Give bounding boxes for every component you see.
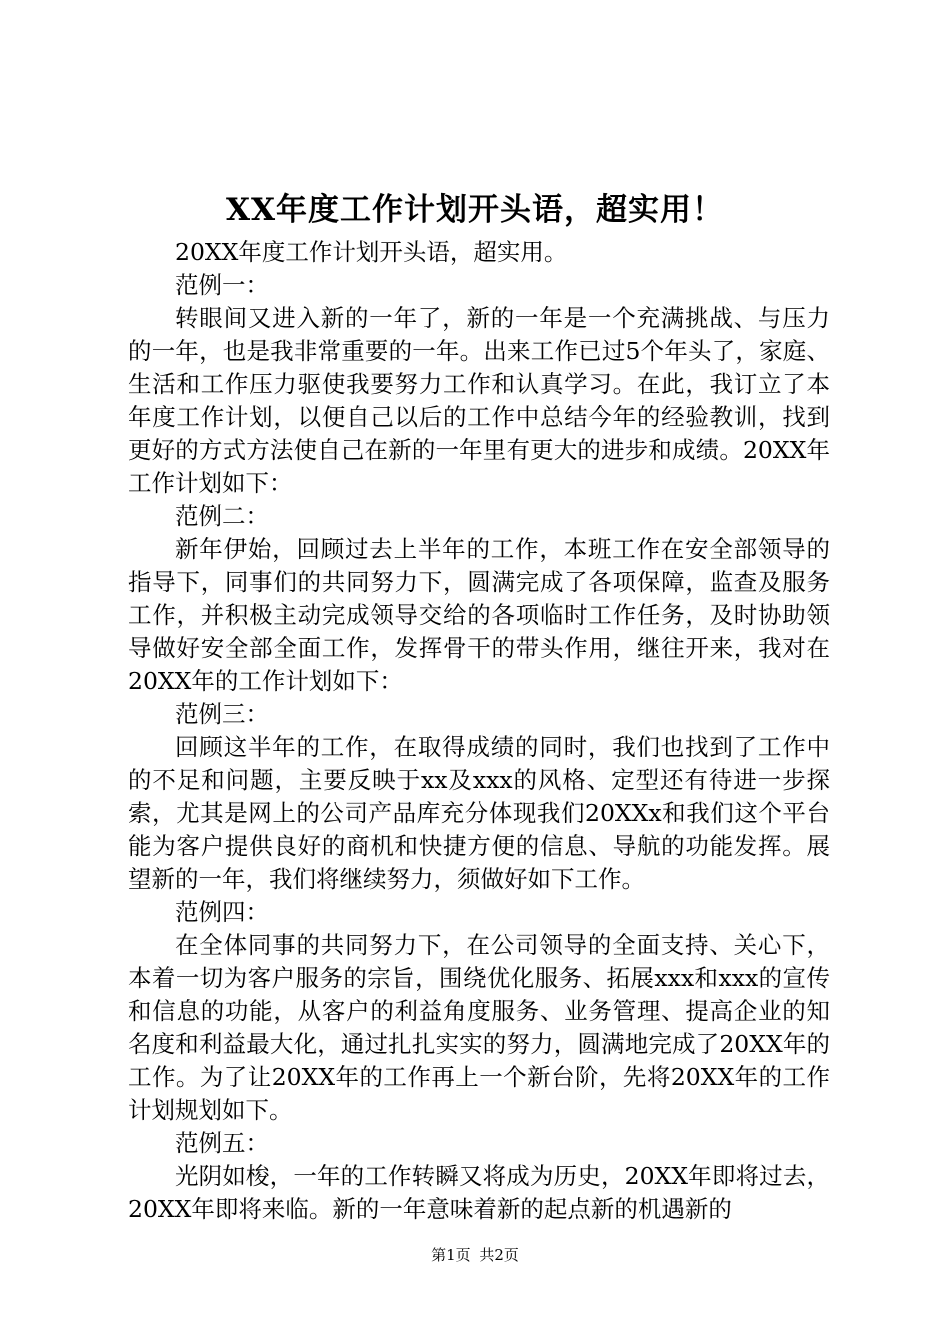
paragraph-example-4-heading: 范例四： <box>175 898 269 926</box>
paragraph-example-3-heading: 范例三： <box>175 700 269 728</box>
paragraph-example-4: 在全体同事的共同努力下，在公司领导的全面支持、关心下，本着一切为客户服务的宗旨，围绕优化服务、拓展xxx和xxx的宣传和信息的功能，从客户的利益角度服务、业务管理、提高企业的知名度和利益最大化，通过扎扎实实的努力，圆满地完成了20XX年的工作。为了让20XX年的工作再上一个新台阶，先将20XX年的工作计划规划如下。 <box>128 931 830 1124</box>
paragraph-example-3: 回顾这半年的工作，在取得成绩的同时，我们也找到了工作中的不足和问题，主要反映于xx及xxx的风格、定型还有待进一步探索，尤其是网上的公司产品库充分体现我们20XXx和我们这个平台能为客户提供良好的商机和快捷方便的信息、导航的功能发挥。展望新的一年，我们将继续努力，须做好如下工作。 <box>128 733 830 893</box>
page-total: 共2页 <box>479 1246 519 1264</box>
paragraph-example-2-heading: 范例二： <box>175 502 269 530</box>
paragraph-example-1: 转眼间又进入新的一年了，新的一年是一个充满挑战、与压力的一年，也是我非常重要的一年。出来工作已过5个年头了，家庭、生活和工作压力驱使我要努力工作和认真学习。在此，我订立了本年度工作计划，以便自己以后的工作中总结今年的经验教训，找到更好的方式方法使自己在新的一年里有更大的进步和成绩。20XX年工作计划如下： <box>128 304 830 497</box>
document-body <box>128 236 830 1226</box>
page-number: 第1页 <box>431 1246 471 1264</box>
paragraph-example-5-heading: 范例五： <box>175 1129 269 1157</box>
document-title: XX年度工作计划开头语，超实用！ <box>225 192 725 228</box>
paragraph-example-1-heading: 范例一： <box>175 271 269 299</box>
paragraph-intro: 20XX年度工作计划开头语，超实用。 <box>175 238 568 266</box>
page-footer <box>0 1244 950 1265</box>
paragraph-example-5: 光阴如梭，一年的工作转瞬又将成为历史，20XX年即将过去，20XX年即将来临。新的一年意味着新的起点新的机遇新的 <box>128 1162 830 1223</box>
paragraph-example-2: 新年伊始，回顾过去上半年的工作，本班工作在安全部领导的指导下，同事们的共同努力下，圆满完成了各项保障，监查及服务工作，并积极主动完成领导交给的各项临时工作任务，及时协助领导做好安全部全面工作，发挥骨干的带头作用，继往开来，我对在20XX年的工作计划如下： <box>128 535 830 695</box>
